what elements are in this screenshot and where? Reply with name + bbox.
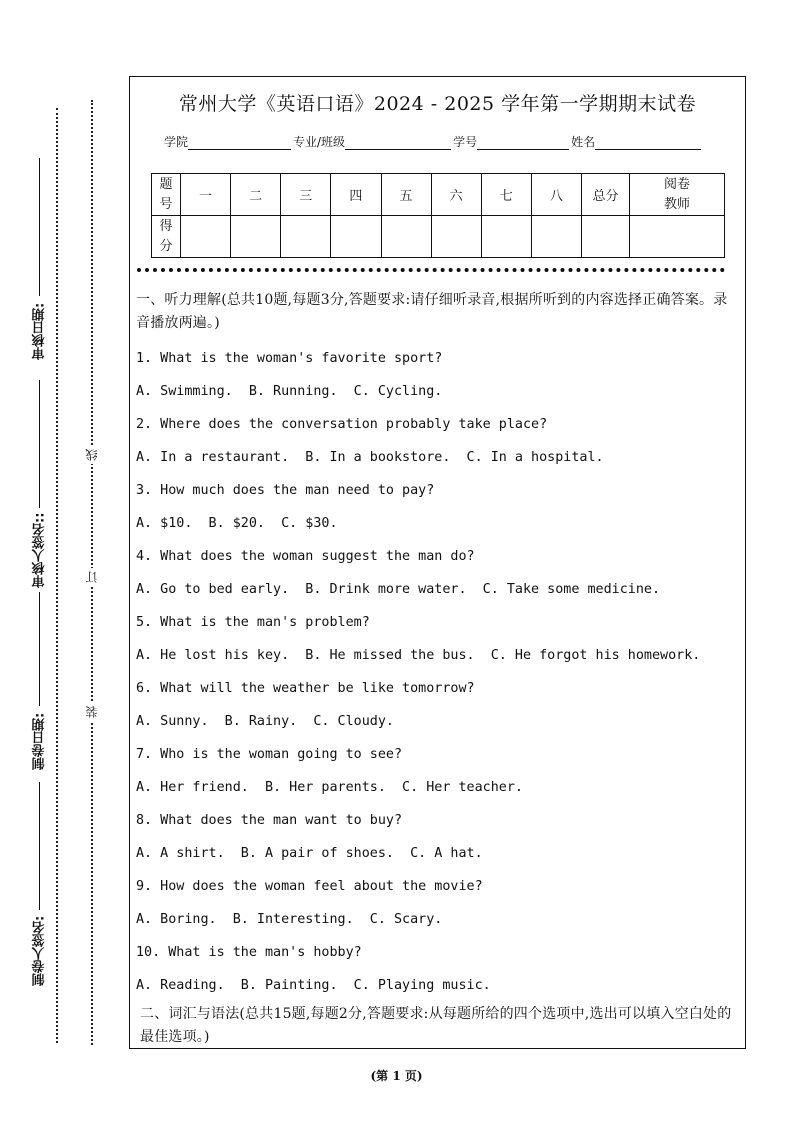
- options-line: A. $10. B. $20. C. $30.: [136, 516, 338, 531]
- score-cell-4[interactable]: [331, 216, 381, 258]
- binding-mark-line: 线: [84, 446, 100, 464]
- question-line: 10. What is the man's hobby?: [136, 945, 362, 960]
- options-line: A. Sunny. B. Rainy. C. Cloudy.: [136, 714, 394, 729]
- score-cell-2[interactable]: [231, 216, 281, 258]
- column-5: 五: [381, 174, 431, 216]
- grader-label: 阅卷 教师: [630, 174, 725, 216]
- options-line: A. Reading. B. Painting. C. Playing music.: [136, 978, 491, 993]
- reviewer-date-field: [28, 298, 52, 478]
- score-cell-8[interactable]: [531, 216, 581, 258]
- reviewer-sign-label: 审核人签名::: [32, 512, 48, 588]
- student-id-blank[interactable]: [477, 136, 569, 150]
- score-cell-7[interactable]: [481, 216, 531, 258]
- options-line: A. Her friend. B. Her parents. C. Her teacher.: [136, 780, 523, 795]
- column-8: 八: [531, 174, 581, 216]
- question-line: 3. How much does the man need to pay?: [136, 483, 435, 498]
- column-4: 四: [331, 174, 381, 216]
- total-score-label: 总分: [582, 174, 630, 216]
- question-line: 8. What does the man want to buy?: [136, 813, 403, 828]
- options-line: A. He lost his key. B. He missed the bus. C. He forgot his homework.: [136, 648, 701, 663]
- question-line: 5. What is the man's problem?: [136, 615, 370, 630]
- maker-date-field: [28, 708, 52, 778]
- score-label: 得 分: [152, 216, 181, 258]
- column-7: 七: [481, 174, 531, 216]
- column-3: 三: [281, 174, 331, 216]
- binding-mark-fold: 装: [84, 703, 100, 721]
- student-info-row: [164, 133, 703, 150]
- score-table-header-row: [152, 174, 725, 216]
- reviewer-sign-field: [28, 510, 52, 600]
- maker-sign-field: [28, 912, 52, 992]
- question-line: 2. Where does the conversation probably take place?: [136, 417, 548, 432]
- column-6: 六: [431, 174, 481, 216]
- question-line: 9. How does the woman feel about the movie?: [136, 879, 483, 894]
- student-id-label: 学号: [453, 135, 478, 149]
- exam-title: 常州大学《英语口语》2024 - 2025 学年第一学期期末试卷: [178, 93, 697, 115]
- reviewer-sign-line: [39, 380, 40, 508]
- question-number-label: 题 号: [152, 174, 181, 216]
- college-blank[interactable]: [188, 136, 291, 150]
- options-line: A. In a restaurant. B. In a bookstore. C. In a hospital.: [136, 450, 604, 465]
- options-line: A. A shirt. B. A pair of shoes. C. A hat.: [136, 846, 483, 861]
- question-line: 7. Who is the woman going to see?: [136, 747, 403, 762]
- score-cell-3[interactable]: [281, 216, 331, 258]
- column-1: 一: [181, 174, 231, 216]
- score-cell-1[interactable]: [181, 216, 231, 258]
- section-1-heading: 一、听力理解(总共10题,每题3分,答题要求:请仔细听录音,根据所听到的内容选择正确答案。录音播放两遍。): [136, 292, 728, 331]
- options-line: A. Go to bed early. B. Drink more water. C. Take some medicine.: [136, 582, 661, 597]
- page-number: (第 1 页): [370, 1069, 423, 1083]
- score-cell-6[interactable]: [431, 216, 481, 258]
- name-blank[interactable]: [595, 136, 701, 150]
- major-class-blank[interactable]: [345, 136, 451, 150]
- section-2-heading: 二、词汇与语法(总共15题,每题2分,答题要求:从每题所给的四个选项中,选出可以填入空白处的最佳选项。): [140, 1006, 732, 1045]
- exam-content: [136, 289, 739, 1049]
- question-line: 4. What does the woman suggest the man do?: [136, 549, 475, 564]
- major-class-label: 专业/班级: [293, 135, 346, 149]
- question-line: 1. What is the woman's favorite sport?: [136, 351, 443, 366]
- reviewer-date-line: [39, 158, 40, 296]
- maker-date-line: [39, 592, 40, 706]
- score-cell-5[interactable]: [381, 216, 431, 258]
- dotted-separator: [137, 268, 725, 272]
- score-cell-grader[interactable]: [630, 216, 725, 258]
- name-label: 姓名: [571, 135, 596, 149]
- exam-frame: [129, 76, 746, 1049]
- options-line: A. Boring. B. Interesting. C. Scary.: [136, 912, 443, 927]
- question-line: 6. What will the weather be like tomorrow?: [136, 681, 475, 696]
- maker-sign-line: [39, 782, 40, 910]
- reviewer-date-label: 审核日期:: [32, 302, 48, 360]
- score-cell-total[interactable]: [582, 216, 630, 258]
- score-table: [151, 173, 725, 258]
- options-line: A. Swimming. B. Running. C. Cycling.: [136, 384, 443, 399]
- binding-dotted-line-outer: [56, 108, 58, 1043]
- maker-date-label: 制卷日期:: [32, 712, 48, 770]
- college-label: 学院: [164, 135, 189, 149]
- binding-mark-order: 订: [84, 568, 100, 586]
- score-table-score-row: [152, 216, 725, 258]
- maker-sign-label: 制卷人签名:: [32, 915, 48, 987]
- column-2: 二: [231, 174, 281, 216]
